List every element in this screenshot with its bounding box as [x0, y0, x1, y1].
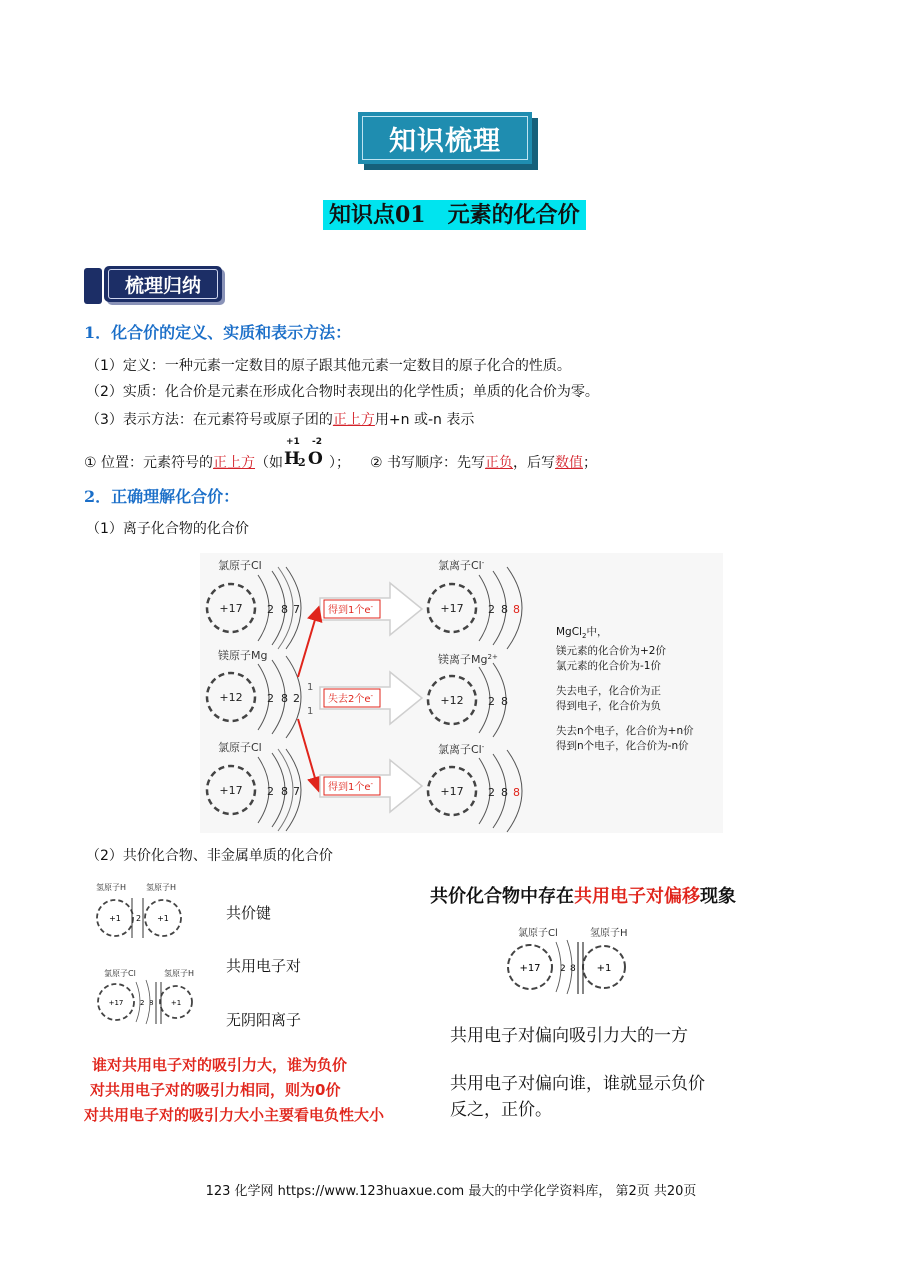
formula-o: O: [308, 449, 323, 469]
cl-nucleus-charge-2: +17: [219, 784, 243, 797]
cl-shell-2-b: 8: [281, 785, 288, 798]
note-zhong: 中，: [586, 626, 608, 638]
shift-line-2: 共用电子对偏向谁，谁就显示负价: [450, 1074, 705, 1094]
method-keyword: 正上方: [332, 412, 375, 428]
order-text-pre: ② 书写顺序：先写: [370, 455, 486, 471]
position-text-mid: （如: [255, 455, 284, 471]
h-charge-b: +1: [157, 914, 169, 923]
cl-ion-label-2: 氯离子Cl-: [438, 743, 485, 756]
shift-line-3: 反之，正价。: [450, 1100, 552, 1120]
label-no-ions: 无阴阳离子: [226, 1011, 302, 1029]
mg-ion-shell-b: 8: [501, 695, 508, 708]
shift-title-keyword: 共用电子对偏移: [574, 886, 700, 907]
gain-label-1: 得到1个e-: [328, 603, 374, 616]
note-gain-negative: 得到电子，化合价为负: [556, 700, 661, 713]
cl-atom-label-1: 氯原子Cl: [218, 559, 262, 572]
mg-shell-a: 2: [267, 692, 274, 705]
gain-label-2: 得到1个e-: [328, 780, 374, 793]
red-note-3: 对共用电子对的吸引力大小主要看电负性大小: [84, 1106, 385, 1124]
label-shared-pair: 共用电子对: [226, 957, 302, 975]
hcl-cl-label: 氯原子Cl: [518, 928, 558, 939]
cl-shell-1-a: 2: [267, 603, 274, 616]
note-mg-valence: 镁元素的化合价为+2价: [556, 645, 666, 658]
cl-ion-charge-1: +17: [440, 602, 464, 615]
position-line: [84, 437, 598, 472]
transfer-mark-1: 1: [307, 682, 314, 693]
hcl-diagram: [500, 922, 640, 1002]
section-tag-label: 梳理归纳: [108, 269, 218, 299]
ionic-bond-diagram: [200, 553, 723, 833]
cl-atom-label-2: 氯原子Cl: [218, 741, 262, 754]
h-charge-c: +1: [170, 999, 182, 1007]
mg-nucleus-charge: +12: [219, 691, 243, 704]
mg-ion-label: 镁离子$Mg^{2+}$: [438, 653, 498, 666]
note-cl-valence: 氯元素的化合价为-1价: [556, 660, 661, 673]
section-banner: [358, 112, 532, 164]
subheading-covalent: （2）共价化合物、非金属单质的化合价: [86, 848, 333, 864]
cl-shell-small-b: 8: [149, 999, 154, 1007]
cl-ion-charge-2: +17: [440, 785, 464, 798]
hcl-h-charge: +1: [596, 963, 612, 974]
definition-line: （1）定义：一种元素一定数目的原子跟其他元素一定数目的原子化合的性质。: [86, 358, 571, 374]
order-keyword-1: 正负: [485, 455, 514, 471]
note-gain-n: 得到n个电子，化合价为-n价: [556, 740, 689, 753]
transfer-arrow-down: [298, 719, 317, 785]
tag-bar-decoration: [84, 268, 102, 304]
cl-ion-shell-1-b: 8: [501, 603, 508, 616]
shift-line-1: 共用电子对偏向吸引力大的一方: [450, 1026, 688, 1046]
hcl-shell-a: 2: [560, 964, 566, 974]
h-atom-label-a: 氢原子H: [96, 883, 127, 892]
transfer-mark-2: 1: [307, 706, 314, 717]
formula-subscript: 2: [298, 456, 306, 469]
cl-ion-shell-1-a: 2: [488, 603, 495, 616]
charge-h: +1: [286, 437, 300, 447]
covalent-small-diagrams: [88, 878, 208, 1028]
page-footer: 123 化学网 https://www.123huaxue.com 最大的中学化学资料库， 第2页 共20页: [205, 1184, 697, 1199]
cl-ion-shell-1-c: 8: [513, 603, 520, 616]
cl-ion-shell-2-a: 2: [488, 786, 495, 799]
position-keyword: 正上方: [213, 455, 256, 471]
mg-shell-c: 2: [293, 692, 300, 705]
cl-shell-small-a: 2: [140, 999, 145, 1007]
h-atom-label-b: 氢原子H: [146, 883, 177, 892]
transfer-arrow-up: [298, 613, 317, 677]
subheading-ionic: （1）离子化合物的化合价: [86, 521, 249, 537]
essence-line: （2）实质：化合价是元素在形成化合物时表现出的化学性质；单质的化合价为零。: [86, 384, 599, 400]
h-charge-a: +1: [109, 914, 121, 923]
mg-ion-charge: +12: [440, 694, 464, 707]
method-text-pre: （3）表示方法：在元素符号或原子团的: [86, 412, 333, 428]
method-line: [86, 409, 474, 429]
shift-title-post: 现象: [700, 886, 736, 907]
mg-ion-shell-a: 2: [488, 695, 495, 708]
mg-atom-label: 镁原子Mg: [218, 649, 268, 662]
red-note-1: 谁对共用电子对的吸引力大，谁为负价: [92, 1056, 348, 1074]
cl-ion-label-1: 氯离子Cl-: [438, 559, 485, 572]
position-text-end: ）；: [329, 455, 351, 471]
position-text-pre: ① 位置：元素符号的: [84, 455, 214, 471]
banner-title: 知识梳理: [362, 116, 528, 160]
hcl-h-label: 氢原子H: [590, 928, 628, 939]
cl-shell-1-b: 8: [281, 603, 288, 616]
covalent-shift-title: [430, 882, 736, 908]
mg-shell-b: 8: [281, 692, 288, 705]
section-tag: [104, 266, 222, 302]
cl-ion-shell-2-b: 8: [501, 786, 508, 799]
note-lose-n: 失去n个电子，化合价为+n价: [556, 725, 694, 738]
order-text-end: ；: [583, 455, 598, 471]
cl-shell-2-c: 7: [293, 785, 300, 798]
cl-shell-2-a: 2: [267, 785, 274, 798]
formula-h: H: [284, 449, 301, 469]
note-subscript: 2: [581, 632, 587, 641]
note-mgcl2: MgCl: [556, 626, 582, 638]
label-covalent-bond: 共价键: [226, 904, 272, 922]
cl-shell-1-c: 7: [293, 603, 300, 616]
lose-label: 失去2个e-: [328, 692, 374, 705]
heading-2: 2．正确理解化合价：: [84, 487, 240, 506]
knowledge-point-title: 知识点01 元素的化合价: [323, 200, 586, 230]
water-formula: [283, 437, 329, 469]
note-lose-positive: 失去电子，化合价为正: [556, 685, 661, 698]
shift-title-pre: 共价化合物中存在: [430, 886, 574, 907]
method-text-post: 用+n 或-n 表示: [374, 412, 475, 428]
order-text-mid: ，后写: [513, 455, 556, 471]
diagram-notes: [556, 625, 694, 754]
cl-charge-small: +17: [108, 999, 124, 1007]
heading-1: 1．化合价的定义、实质和表示方法：: [84, 323, 352, 342]
hcl-shell-b: 8: [570, 964, 576, 974]
shared-pair-number: 2: [136, 914, 142, 923]
cl-atom-label-small: 氯原子Cl: [104, 969, 136, 978]
cl-nucleus-charge-1: +17: [219, 602, 243, 615]
red-note-2: 对共用电子对的吸引力相同，则为0价: [90, 1081, 341, 1099]
order-keyword-2: 数值: [555, 455, 584, 471]
h-atom-label-c: 氢原子H: [164, 969, 195, 978]
charge-o: -2: [312, 437, 323, 447]
hcl-cl-charge: +17: [519, 963, 541, 974]
cl-ion-shell-2-c: 8: [513, 786, 520, 799]
